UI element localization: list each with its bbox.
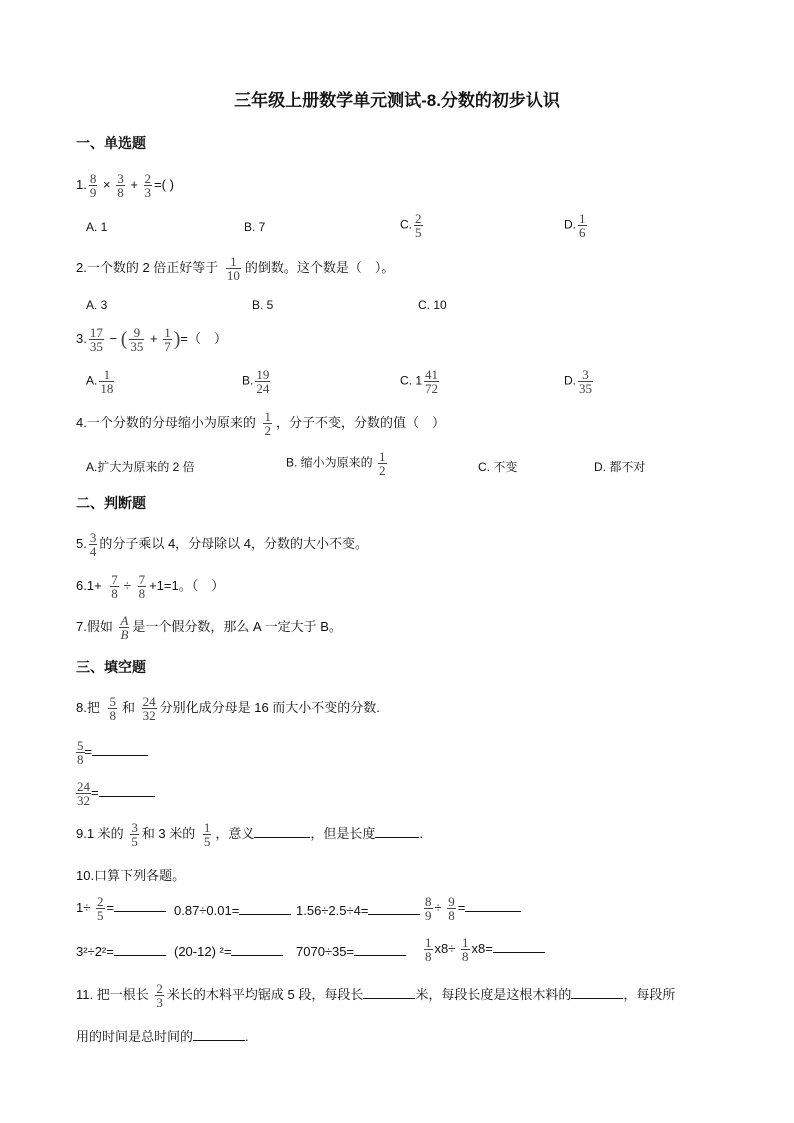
denominator: 4 [89,544,97,559]
equals-sign: = [91,784,99,800]
option-b[interactable] [242,368,272,395]
question-1 [76,172,174,199]
question-3 [76,326,227,353]
option-b[interactable] [286,450,389,477]
denominator: 9 [425,908,432,923]
fraction [110,573,119,600]
fraction [155,982,164,1009]
numerator: 2 [415,211,422,226]
question-8-blank-1 [76,739,148,766]
question-text: ，分子不变，分数的值（ ） [275,414,445,430]
answer-blank[interactable] [193,1028,245,1041]
q10-row-2-item-d [422,936,545,963]
section-heading-single-choice: 一、单选题 [76,135,146,151]
option-a[interactable]: A.扩大为原来的 2 倍 [86,460,195,474]
q10-row-1-item-d [422,895,521,922]
answer-blank[interactable] [363,986,415,999]
option-label: B. 缩小为原来的 [286,455,373,470]
fraction [424,936,433,963]
option-a[interactable] [86,368,116,395]
numerator: 3 [131,820,138,835]
numerator: 1 [264,409,271,424]
question-text: 米长的木料平均锯成 5 段，每段长 [166,986,364,1002]
option-label: D. [564,373,576,388]
answer-blank[interactable] [239,902,291,915]
equals-sign: = [84,743,93,759]
fraction [578,368,593,395]
question-text: 7070÷35= [296,944,355,959]
answer-blank[interactable] [92,743,148,756]
q10-row-2-item-a [76,943,166,959]
q10-row-2-item-c [296,943,406,959]
operator: − [109,330,118,346]
operator: + [130,176,138,192]
fraction [226,255,241,282]
denominator: 10 [226,268,240,283]
question-text: 用的时间是总时间的 [76,1029,194,1044]
option-label: C. 1 [400,373,423,388]
numerator: 41 [425,367,439,382]
numerator: 1 [425,935,432,950]
question-4 [76,410,445,437]
answer-blank[interactable] [114,943,166,956]
answer-blank[interactable] [231,943,283,956]
left-paren: ( [120,328,128,350]
answer-blank[interactable] [254,825,310,838]
numerator: 1 [379,449,386,464]
option-label: B. [242,373,254,388]
question-text: 1.56÷2.5÷4= [296,903,369,918]
option-b[interactable]: B. 5 [252,298,274,312]
fraction [130,821,139,848]
numerator: 8 [425,894,432,909]
option-d[interactable] [564,212,589,239]
question-text: 4.一个分数的分母缩小为原来的 [76,414,256,430]
option-label: D. [564,217,576,232]
right-paren: ) [173,328,181,350]
numerator: 9 [448,894,455,909]
fraction [447,895,456,922]
option-a[interactable]: A. 1 [86,220,108,234]
question-text: . [245,1029,249,1044]
denominator: 5 [97,908,104,923]
question-text: 6.1+ [76,577,102,593]
fraction [129,326,144,353]
numerator: 24 [77,779,90,794]
numerator: 8 [89,171,97,186]
numerator: 17 [89,325,103,340]
equals-sign: = [106,899,115,915]
fraction [414,212,423,239]
question-text: 11. 把一根长 [76,986,149,1002]
numerator: 5 [77,738,84,753]
numerator: 3 [89,530,97,545]
numerator: 7 [111,572,118,587]
answer-blank[interactable] [375,825,419,838]
numerator: 1 [164,325,171,340]
fraction [119,614,129,641]
fraction [378,450,387,477]
fraction [138,573,147,600]
numerator: 1 [103,367,111,382]
denominator: 8 [425,949,432,964]
numerator: 9 [133,325,141,340]
denominator: 3 [156,995,163,1010]
question-text: 是一个假分数，那么 A 一定大于 B。 [132,618,342,634]
answer-paren: =（ ） [180,330,227,346]
fraction [203,821,212,848]
operator: + [149,330,158,346]
answer-blank[interactable] [493,940,545,953]
numerator: 2 [144,171,152,186]
q10-row-1-item-c [296,902,420,918]
question-text: x8÷ [434,940,456,956]
section-heading-true-false: 二、判断题 [76,495,146,511]
denominator: 35 [130,339,144,354]
option-a[interactable]: A. 3 [86,298,108,312]
equals-sign: = [457,899,466,915]
question-text: ，意义 [215,825,255,841]
denominator: 32 [77,793,90,808]
answer-blank[interactable] [99,784,155,797]
numerator: 5 [109,694,116,709]
denominator: 8 [138,586,146,601]
fraction [76,780,91,807]
denominator: 8 [77,752,84,767]
option-label: C. [400,217,412,232]
fraction [461,936,470,963]
answer-blank[interactable] [571,986,623,999]
fraction [89,531,98,558]
question-text: 米，每段长度是这根木料的 [415,986,572,1002]
answer-blank[interactable] [114,899,166,912]
denominator: 72 [425,381,439,396]
denominator: 6 [579,225,586,240]
fraction [142,695,157,722]
denominator: 2 [379,463,386,478]
numerator: 7 [138,572,146,587]
denominator: 8 [462,949,469,964]
operator: × [102,176,111,192]
question-text: 3²÷2²= [76,944,114,959]
answer-blank[interactable] [465,899,521,912]
denominator: 18 [100,381,114,396]
q10-row-1-item-a [76,895,166,922]
fraction [578,212,587,239]
question-number: 1. [76,176,87,192]
denominator: 7 [164,339,171,354]
question-7 [76,614,342,641]
question-text: +1=1。（ ） [149,577,225,593]
question-5 [76,531,368,558]
denominator: 2 [264,423,271,438]
numerator: 24 [142,694,156,709]
fraction [116,172,125,199]
fraction [424,895,433,922]
operator: ÷ [434,899,442,915]
option-c[interactable] [400,368,441,395]
denominator: 35 [579,381,592,396]
question-text: 分别化成分母是 16 而大小不变的分数. [159,699,380,715]
denominator: 24 [256,381,270,396]
question-text: 的分子乘以 4，分母除以 4，分数的大小不变。 [99,535,369,551]
denominator: B [120,627,129,642]
denominator: 3 [144,185,152,200]
answer-blank[interactable] [354,943,406,956]
denominator: 5 [203,834,211,849]
fraction [108,695,117,722]
numerator: 2 [97,894,104,909]
option-c[interactable]: C. 不变 [478,460,518,474]
numerator: 2 [156,981,163,996]
numerator: 1 [203,820,211,835]
denominator: 8 [111,586,118,601]
denominator: 32 [142,708,156,723]
option-b[interactable]: B. 7 [244,220,266,234]
numerator: 3 [117,171,124,186]
question-text: 7.假如 [76,618,113,634]
fraction [89,326,104,353]
fraction [255,368,270,395]
fraction [424,368,439,395]
numerator: 1 [462,935,469,950]
fraction [99,368,114,395]
fraction [89,172,98,199]
page-title: 三年级上册数学单元测试-8.分数的初步认识 [234,91,560,110]
operator: ÷ [123,577,131,593]
question-10: 10.口算下列各题。 [76,868,186,883]
question-text: x8= [471,940,493,956]
option-c[interactable] [400,212,425,239]
q10-row-2-item-b [174,943,283,959]
denominator: 9 [89,185,97,200]
question-text: 2.一个数的 2 倍正好等于 [76,259,219,275]
numerator: 1 [579,211,586,226]
numerator: 3 [582,367,589,382]
option-label: A. [86,373,98,388]
answer-paren: =( ) [154,176,174,192]
question-9 [76,821,423,848]
question-text: ，但是长度 [310,825,376,841]
fraction [76,739,85,766]
numerator: 19 [256,367,270,382]
question-number: 3. [76,330,87,346]
denominator: 8 [109,708,116,723]
question-text: 9.1 米的 [76,825,124,841]
question-8 [76,695,380,722]
question-text: (20-12) ²= [174,944,232,959]
numerator: A [120,613,129,628]
numerator: 1 [230,254,237,269]
fraction [96,895,105,922]
answer-blank[interactable] [368,902,420,915]
question-text: 和 [121,699,135,715]
option-d[interactable] [564,368,595,395]
question-number: 5. [76,535,87,551]
denominator: 8 [117,185,124,200]
option-c[interactable]: C. 10 [418,298,447,312]
question-2 [76,255,394,282]
question-11-line-2 [76,1026,249,1045]
section-heading-fill-blank: 三、填空题 [76,659,146,675]
question-text: 1÷ [76,899,91,915]
fraction [163,326,172,353]
question-text: 0.87÷0.01= [174,903,240,918]
denominator: 35 [89,339,103,354]
question-8-blank-2 [76,780,155,807]
denominator: 5 [131,834,138,849]
fraction [263,410,272,437]
question-text: . [419,825,424,841]
q10-row-1-item-b [174,902,291,918]
question-11 [76,982,675,1009]
question-text: 的倒数。这个数是（ ）。 [244,259,395,275]
question-text: ，每段所 [623,986,676,1002]
denominator: 8 [448,908,455,923]
denominator: 5 [415,225,422,240]
option-d[interactable]: D. 都不对 [594,460,646,474]
question-text: 和 3 米的 [141,825,196,841]
fraction [144,172,153,199]
question-6 [76,573,224,600]
question-text: 8.把 [76,699,100,715]
